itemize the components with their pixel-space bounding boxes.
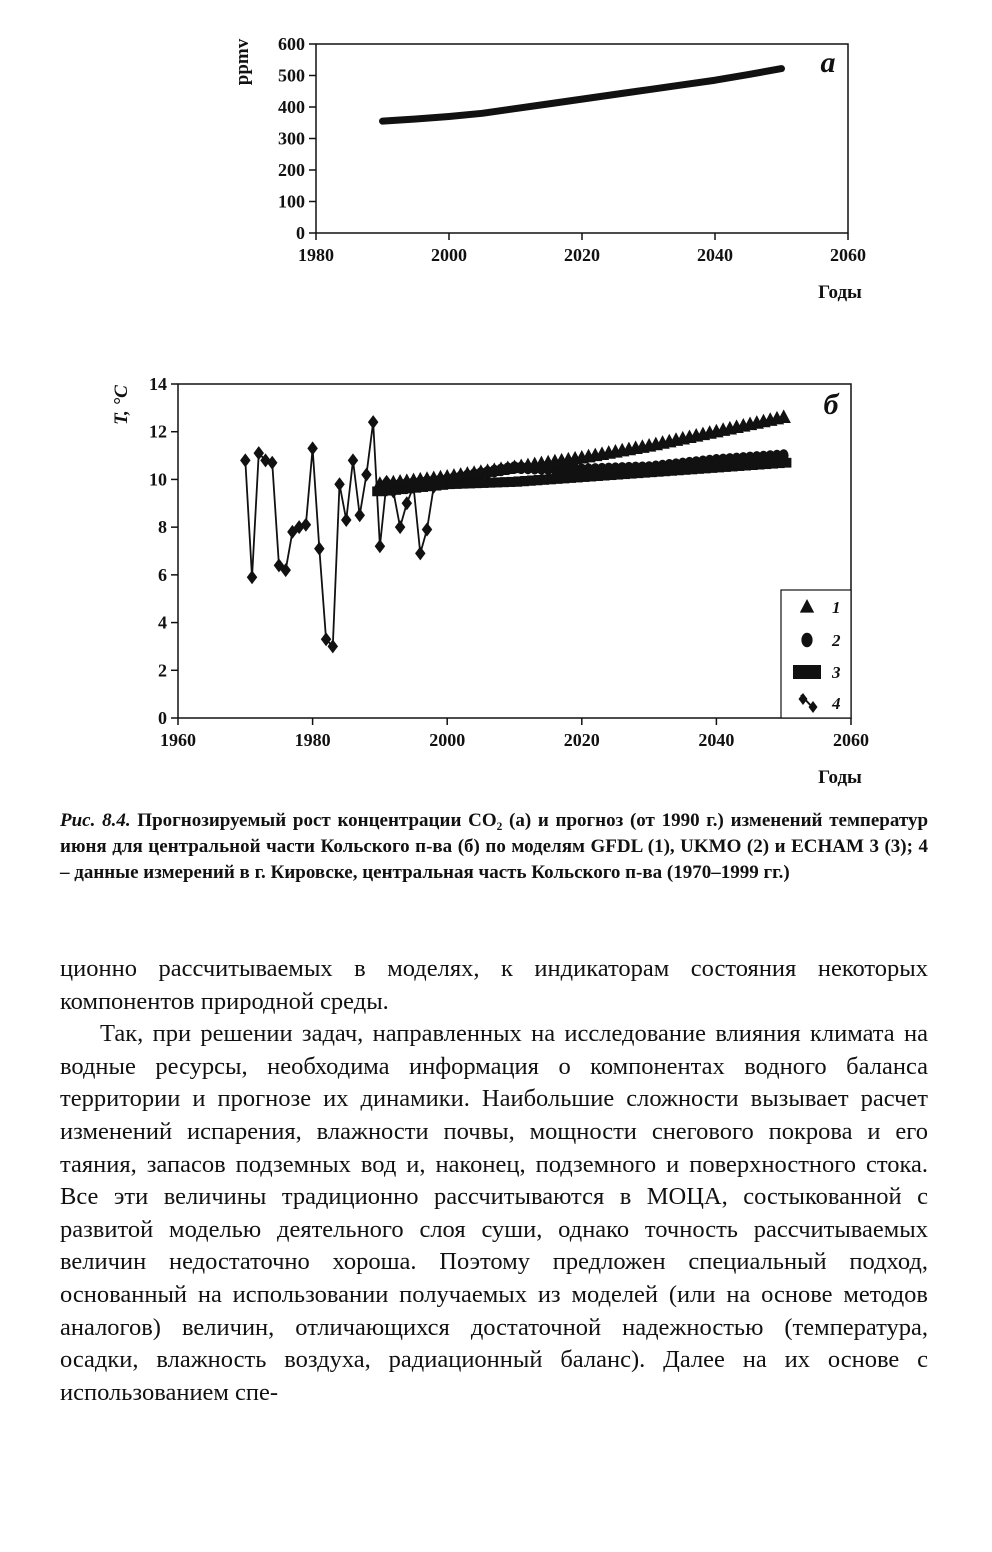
chart-a-y-tick-label: 500 [278, 65, 305, 86]
chart-a-y-axis-title: ppmv [232, 38, 253, 86]
chart-b-y-tick-label: 6 [158, 564, 167, 585]
series-4-point [395, 520, 406, 534]
chart-a-y-tick-label: 0 [296, 223, 305, 243]
chart-a-series [383, 69, 782, 122]
chart-b-x-tick-label: 2060 [833, 730, 869, 750]
chart-a-x-tick-label: 2000 [431, 245, 467, 265]
chart-b-y-tick-label: 14 [149, 374, 167, 394]
caption-label: Рис. 8.4. [60, 810, 131, 831]
legend-label-3: 3 [832, 663, 841, 682]
series-4-point [361, 468, 372, 482]
chart-b-y-axis [149, 374, 178, 728]
series-4-point [247, 570, 258, 584]
legend-swatch-2 [801, 633, 812, 647]
chart-b-x-tick-label: 1960 [160, 730, 196, 750]
series-4-point [307, 441, 318, 455]
chart-b-y-tick-label: 0 [158, 708, 167, 728]
chart-b-y-axis-title: T, °C [111, 385, 132, 425]
chart-b-x-tick-label: 1980 [294, 730, 331, 750]
chart-a-panel-label: a [820, 46, 836, 79]
chart-b-y-tick-label: 8 [158, 517, 167, 538]
body-text [60, 953, 928, 1409]
series-4-line [245, 422, 440, 646]
caption-text: Прогнозируемый рост концентрации CO₂ (а) и прогноз (от 1990 г.) изменений температур июня для центральной части Кольского п-ва (б) по моделям GFDL (1), UKMO (2) и ECHAM 3 (3); 4 – данные измерений в г. Кировске, центральная часть Кольского п-ва (1970–1999 гг.) [60, 810, 929, 883]
chart-a-x-tick-label: 1980 [298, 245, 334, 265]
series-4-point [354, 508, 365, 522]
chart-b-x-tick-label: 2020 [563, 730, 600, 750]
chart-b-x-tick-label: 2040 [698, 730, 735, 750]
chart-a-y-tick-label: 600 [278, 34, 305, 54]
series-4-point [341, 513, 352, 527]
chart-a [232, 34, 866, 303]
figure-caption [60, 808, 928, 886]
series-4-point [368, 415, 379, 429]
chart-b-y-tick-label: 4 [158, 612, 167, 633]
chart-b-x-axis-title: Годы [818, 767, 862, 788]
chart-b-y-tick-label: 10 [149, 469, 167, 490]
legend-swatch-3 [793, 665, 821, 679]
chart-b-series [240, 409, 791, 653]
chart-a-x-tick-label: 2060 [830, 245, 866, 265]
series-4-point [314, 542, 325, 556]
chart-b-frame [178, 384, 851, 718]
chart-b-x-axis [160, 718, 869, 750]
chart-b-legend [781, 590, 851, 718]
series-4 [240, 415, 446, 653]
chart-b-x-tick-label: 2000 [429, 730, 466, 750]
chart-a-y-tick-label: 300 [278, 128, 305, 149]
chart-a-x-tick-label: 2040 [697, 245, 733, 265]
chart-a-x-axis [298, 233, 866, 265]
chart-a-x-axis-title: Годы [818, 282, 862, 303]
chart-a-y-tick-label: 200 [278, 160, 305, 180]
legend-label-2: 2 [832, 631, 841, 650]
legend-label-1: 1 [832, 598, 841, 617]
co2-line [383, 69, 782, 122]
series-4-point [348, 453, 359, 467]
series-4-point [334, 477, 345, 491]
chart-b-panel-label: б [823, 388, 839, 421]
series-4-point [402, 496, 413, 510]
series-4-point [422, 523, 433, 537]
legend-label-4: 4 [832, 694, 841, 713]
chart-b-y-tick-label: 2 [158, 660, 167, 681]
chart-b [111, 374, 869, 788]
chart-b-y-tick-label: 12 [149, 421, 167, 442]
series-4-point [375, 539, 386, 553]
legend-box [781, 590, 851, 718]
series-4-point [240, 453, 251, 467]
paragraph-2: Так, при решении задач, направленных на исследование влияния климата на водные ресурсы, необходима информация о компонентах водного баланса территории и прогнозе их динамики. Наибольшие сложности вызывает расчет изменений испарения, влажности почвы, мощности снегового покрова и его таяния, запасов подземных вод и, наконец, подземного и поверхностного стока. Все эти величины традиционно рассчитываются в МОЦА, состыкованной с развитой моделью деятельного слоя суши, однако точность рассчитываемых величин недостаточно хороша. Поэтому предложен специальный подход, основанный на использовании получаемых из моделей (или на основе методов аналогов) величин, отличающихся достаточной надежностью (температура, осадки, влажность воздуха, радиационный баланс). Далее на их основе с использованием спе- [60, 1020, 928, 1406]
chart-a-y-tick-label: 400 [278, 97, 305, 117]
chart-a-x-tick-label: 2020 [564, 245, 600, 265]
paragraph-1: ционно рассчитываемых в моделях, к индикаторам состояния некоторых компонентов природной среды. [60, 955, 928, 1015]
chart-a-y-tick-label: 100 [278, 191, 305, 212]
series-2-point [779, 449, 789, 462]
series-4-point [415, 546, 426, 560]
chart-a-y-axis [278, 34, 316, 243]
